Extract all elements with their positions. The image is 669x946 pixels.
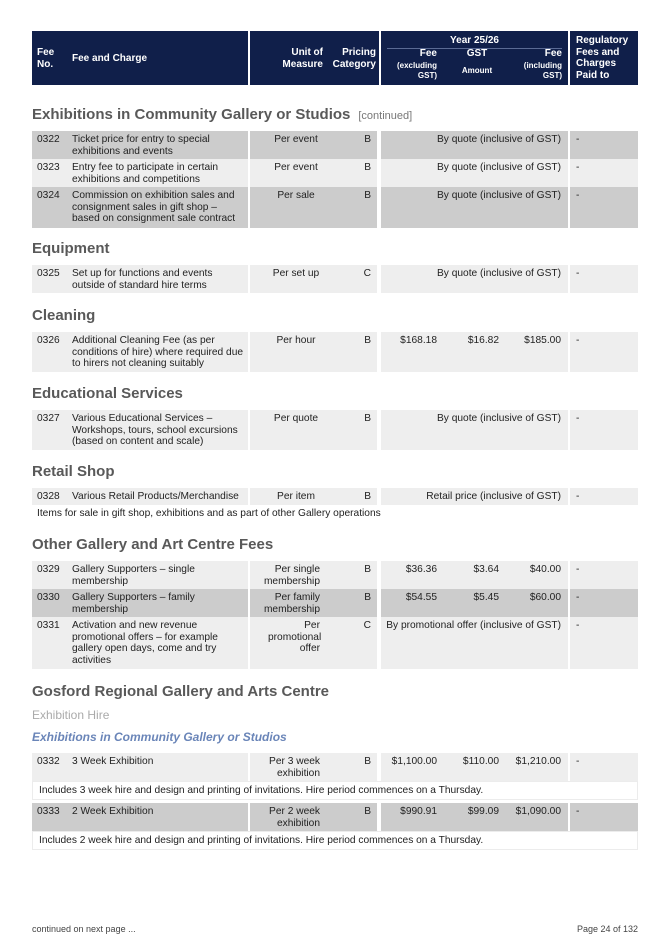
row-note: Includes 2 week hire and design and printing of invitations. Hire period commences on a Thursday. — [32, 831, 638, 850]
section-title-text: Exhibitions in Community Gallery or Studios — [32, 106, 351, 123]
fee-incl-gst: $60.00 — [529, 592, 561, 603]
fee-block — [381, 131, 568, 159]
unit-of-measure: Per quote — [250, 410, 344, 450]
quote-text: Retail price (inclusive of GST) — [426, 491, 561, 502]
continued-footer: continued on next page ... — [32, 924, 136, 934]
fee-number: 0333 — [32, 803, 66, 831]
section-title-equipment: Equipment — [32, 240, 110, 257]
header-gst-sub: Amount — [461, 66, 493, 75]
regulatory-paid-to: - — [570, 410, 638, 450]
fee-number: 0327 — [32, 410, 66, 450]
pricing-category: B — [344, 410, 377, 450]
unit-of-measure: Per event — [250, 131, 344, 159]
pricing-category: C — [344, 265, 377, 293]
regulatory-paid-to: - — [570, 488, 638, 505]
fee-description: Various Educational Services – Workshops, tours, school excursions (based on content and scale) — [66, 410, 248, 450]
continued-label: [continued] — [358, 110, 413, 122]
fee-excl-gst: $36.36 — [405, 564, 437, 575]
row-note: Includes 3 week hire and design and printing of invitations. Hire period commences on a Thursday. — [32, 781, 638, 800]
header-fee-and-charge: Fee and Charge — [66, 31, 248, 85]
unit-of-measure: Per single membership — [250, 561, 344, 589]
header-fee-incl: Fee — [544, 48, 562, 59]
section-title-other: Other Gallery and Art Centre Fees — [32, 536, 274, 553]
fee-number: 0332 — [32, 753, 66, 781]
fee-block — [381, 561, 568, 589]
fee-number: 0325 — [32, 265, 66, 293]
regulatory-paid-to: - — [570, 803, 638, 831]
header-unit-of-measure: Unit of Measure — [250, 31, 327, 85]
fee-block — [381, 803, 568, 831]
regulatory-paid-to: - — [570, 561, 638, 589]
header-year-group — [381, 31, 568, 85]
quote-text: By quote (inclusive of GST) — [437, 162, 561, 173]
fee-description: 2 Week Exhibition — [66, 803, 248, 831]
header-fee-incl-sub: (including GST) — [523, 61, 562, 80]
regulatory-paid-to: - — [570, 753, 638, 781]
pricing-category: B — [344, 488, 377, 505]
pricing-category: B — [344, 589, 377, 617]
unit-of-measure: Per 3 week exhibition — [250, 753, 344, 781]
fee-block — [381, 488, 568, 505]
fee-number: 0323 — [32, 159, 66, 187]
fee-block — [381, 410, 568, 450]
fee-description: Gallery Supporters – single membership — [66, 561, 248, 589]
regulatory-paid-to: - — [570, 265, 638, 293]
fee-number: 0329 — [32, 561, 66, 589]
fee-number: 0331 — [32, 617, 66, 669]
fee-block — [381, 332, 568, 372]
fee-excl-gst: $1,100.00 — [391, 756, 437, 767]
section-title-cleaning: Cleaning — [32, 307, 96, 324]
regulatory-paid-to: - — [570, 187, 638, 228]
subsection-exhibitions-community: Exhibitions in Community Gallery or Studios — [32, 730, 287, 744]
subsection-exhibition-hire: Exhibition Hire — [32, 708, 110, 722]
gst-amount: $3.64 — [473, 564, 499, 575]
unit-of-measure: Per item — [250, 488, 344, 505]
quote-text: By promotional offer (inclusive of GST) — [386, 620, 561, 631]
header-year: Year 25/26 — [450, 35, 499, 46]
unit-of-measure: Per set up — [250, 265, 344, 293]
fee-description: Set up for functions and events outside of standard hire terms — [66, 265, 248, 293]
row-note: Items for sale in gift shop, exhibitions and as part of other Gallery operations — [32, 505, 638, 522]
fee-number: 0330 — [32, 589, 66, 617]
header-regulatory: Regulatory Fees and Charges Paid to — [570, 31, 638, 85]
pricing-category: B — [344, 131, 377, 159]
quote-text: By quote (inclusive of GST) — [437, 134, 561, 145]
fee-number: 0328 — [32, 488, 66, 505]
fee-excl-gst: $168.18 — [400, 335, 437, 346]
fee-block — [381, 617, 568, 669]
page-number: Page 24 of 132 — [576, 924, 638, 934]
fee-incl-gst: $185.00 — [524, 335, 561, 346]
fee-number: 0326 — [32, 332, 66, 372]
fee-number: 0322 — [32, 131, 66, 159]
header-fee-excl: Fee — [419, 48, 437, 59]
fee-incl-gst: $40.00 — [529, 564, 561, 575]
fee-incl-gst: $1,210.00 — [515, 756, 561, 767]
header-gst: GST — [466, 48, 488, 59]
fee-block — [381, 187, 568, 228]
quote-text: By quote (inclusive of GST) — [437, 268, 561, 279]
fee-description: Various Retail Products/Merchandise — [66, 488, 248, 505]
header-fee-excl-sub: (excluding GST) — [396, 61, 437, 80]
gst-amount: $5.45 — [473, 592, 499, 603]
unit-of-measure: Per hour — [250, 332, 344, 372]
fee-number: 0324 — [32, 187, 66, 228]
unit-of-measure: Per sale — [250, 187, 344, 228]
fee-description: Gallery Supporters – family membership — [66, 589, 248, 617]
unit-of-measure: Per promotional offer — [250, 617, 344, 669]
pricing-category: B — [344, 561, 377, 589]
section-title-gosford: Gosford Regional Gallery and Arts Centre — [32, 683, 330, 700]
fee-description: Commission on exhibition sales and consignment sales in gift shop – based on consignment sale contract — [66, 187, 248, 228]
fee-description: Activation and new revenue promotional offers – for example gallery open days, come and try activities — [66, 617, 248, 669]
section-title-educational: Educational Services — [32, 385, 183, 402]
pricing-category: B — [344, 159, 377, 187]
unit-of-measure: Per event — [250, 159, 344, 187]
quote-text: By quote (inclusive of GST) — [437, 413, 561, 424]
fee-block — [381, 589, 568, 617]
regulatory-paid-to: - — [570, 589, 638, 617]
pricing-category: C — [344, 617, 377, 669]
section-title-retail: Retail Shop — [32, 463, 115, 480]
fee-block — [381, 753, 568, 781]
pricing-category: B — [344, 803, 377, 831]
fee-excl-gst: $54.55 — [405, 592, 437, 603]
regulatory-paid-to: - — [570, 617, 638, 669]
regulatory-paid-to: - — [570, 332, 638, 372]
pricing-category: B — [344, 187, 377, 228]
pricing-category: B — [344, 753, 377, 781]
fee-description: Additional Cleaning Fee (as per conditions of hire) where required due to hirers not cleaning suitably — [66, 332, 248, 372]
regulatory-paid-to: - — [570, 131, 638, 159]
gst-amount: $16.82 — [467, 335, 499, 346]
fee-description: Ticket price for entry to special exhibitions and events — [66, 131, 248, 159]
header-fee-no: Fee No. — [32, 31, 66, 85]
pricing-category: B — [344, 332, 377, 372]
gst-amount: $110.00 — [462, 756, 499, 767]
fee-description: Entry fee to participate in certain exhibitions and competitions — [66, 159, 248, 187]
quote-text: By quote (inclusive of GST) — [437, 190, 561, 201]
unit-of-measure: Per family membership — [250, 589, 344, 617]
section-title-exhibitions — [32, 106, 412, 123]
gst-amount: $99.09 — [467, 806, 499, 817]
fee-description: 3 Week Exhibition — [66, 753, 248, 781]
fee-block — [381, 159, 568, 187]
unit-of-measure: Per 2 week exhibition — [250, 803, 344, 831]
header-pricing-category: Pricing Category — [327, 31, 379, 85]
fee-block — [381, 265, 568, 293]
fee-excl-gst: $990.91 — [400, 806, 437, 817]
regulatory-paid-to: - — [570, 159, 638, 187]
fee-incl-gst: $1,090.00 — [515, 806, 561, 817]
